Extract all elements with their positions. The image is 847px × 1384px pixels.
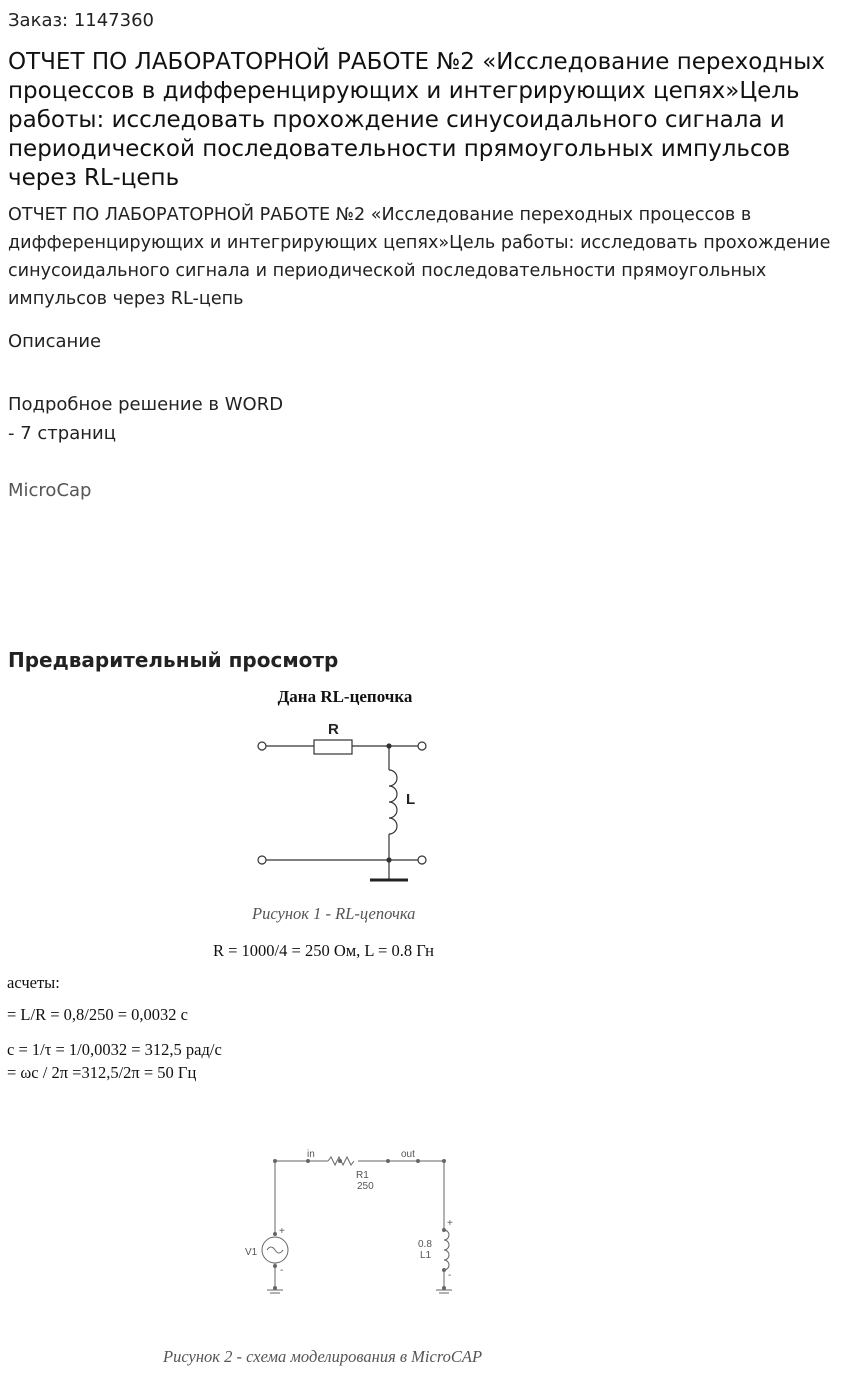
omega-line: c = 1/τ = 1/0,0032 = 312,5 рад/с [7,1040,222,1059]
terminal-in-bottom [258,856,266,864]
terminal-out-top [418,742,426,750]
figure1-caption: Рисунок 1 - RL-цепочка [252,904,416,923]
preview-heading: Предварительный просмотр [8,648,339,672]
microcap-schematic [238,1142,468,1322]
lead-text: ОТЧЕТ ПО ЛАБОРАТОРНОЙ РАБОТЕ №2 «Исследование переходных процессов в дифференцирующих и интегрирующих цепях»Цель работы: исследовать прохождение синусоидального сигнала и периодической последовательности прямоугольных импульсов через RL-цепь [8,205,831,309]
inductor-l [389,770,397,834]
pages-line: - 7 страниц [8,423,116,444]
tau-line: = L/R = 0,8/250 = 0,0032 с [7,1005,188,1024]
l-label: L [406,791,416,808]
v1-plus: + [279,1226,285,1237]
r-label: R [328,721,339,738]
l1-name: L1 [420,1250,432,1261]
description-label: Описание [8,331,102,352]
ground-right [436,1290,452,1293]
detail-line: Подробное решение в WORD [8,394,284,415]
in-label: in [307,1149,315,1160]
terminal-out-bottom [418,856,426,864]
out-label: out [401,1149,415,1160]
r1-value: 250 [357,1181,374,1192]
l1-minus: - [448,1270,452,1281]
preview-document [0,680,847,1384]
l1-value: 0.8 [418,1239,432,1250]
v1-name: V1 [245,1247,258,1258]
v1-minus: - [280,1265,284,1276]
figure2-caption: Рисунок 2 - схема моделирования в MicroCAP [163,1347,483,1366]
l1-plus: + [447,1218,453,1229]
r1-name: R1 [356,1170,369,1181]
doc-title: Дана RL-цепочка [277,687,413,706]
calc-heading: асчеты: [7,973,60,992]
params-line: R = 1000/4 = 250 Ом, L = 0.8 Гн [213,941,434,960]
frequency-line: = ωc / 2π =312,5/2π = 50 Гц [7,1063,197,1082]
resistor-r [314,740,352,754]
tag-link[interactable]: MicroCap [8,480,92,501]
inductor-l1 [444,1230,449,1270]
page-title: ОТЧЕТ ПО ЛАБОРАТОРНОЙ РАБОТЕ №2 «Исследование переходных процессов в дифференцирующих и интегрирующих цепях»Цель работы: исследовать прохождение синусоидального сигнала и периодической последовательности прямоугольных импульсов через RL-цепь [8,49,826,191]
ground-left [267,1290,283,1293]
terminal-in-top [258,742,266,750]
order-number: Заказ: 1147360 [8,10,154,31]
rl-circuit-diagram [250,708,440,888]
